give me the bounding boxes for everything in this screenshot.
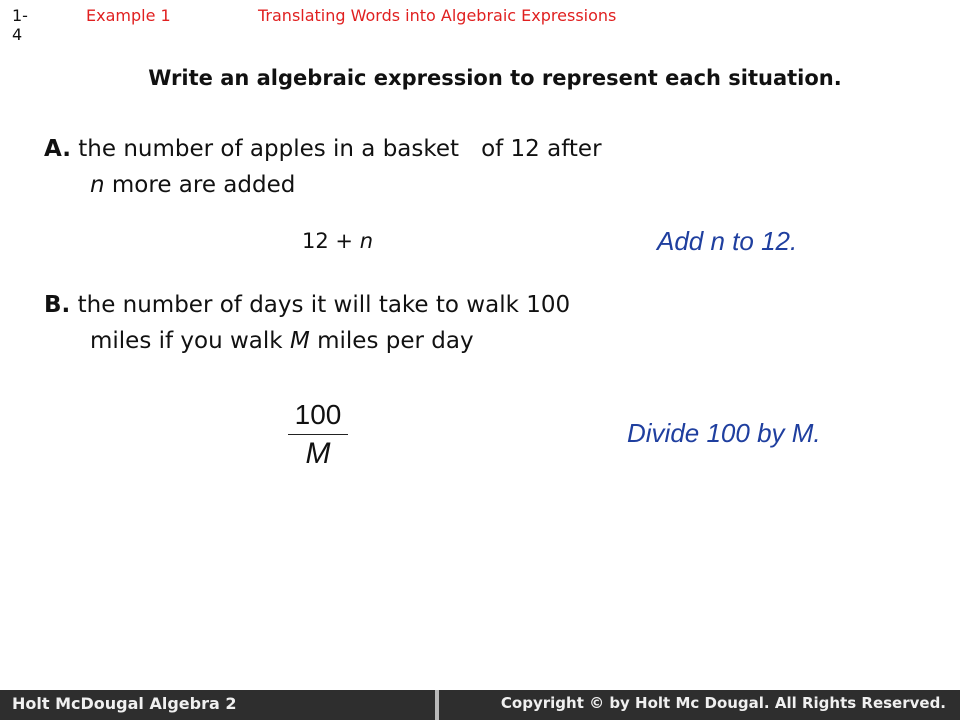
footer-copyright: Copyright © by Holt Mc Dougal. All Rights Reserved.: [500, 694, 946, 712]
problem-b-note: Divide 100 by M.: [627, 418, 821, 448]
problem-b-text-part1: the number of days it will take to walk 100: [77, 292, 571, 318]
problem-b-text-part2: miles if you walk: [90, 328, 283, 354]
footer-divider: [435, 690, 439, 720]
problem-b: [44, 287, 570, 359]
slide-footer: [0, 690, 960, 720]
lesson-title: Translating Words into Algebraic Expressions: [258, 6, 617, 25]
lesson-number: 1-4: [12, 6, 28, 44]
fraction-bar: [288, 434, 348, 435]
fraction-numerator: 100: [294, 399, 342, 430]
problem-a-note: Add n to 12.: [657, 226, 798, 256]
problem-a-line2: [44, 167, 602, 203]
problem-a-label: A.: [44, 136, 71, 162]
footer-publisher: Holt McDougal Algebra 2: [12, 694, 237, 713]
problem-b-variable: M: [289, 328, 310, 354]
expression-a-constant: 12 +: [302, 229, 353, 253]
problem-b-text-part3: miles per day: [317, 328, 474, 354]
fraction-denominator: M: [305, 437, 331, 470]
problem-b-line1: [44, 287, 570, 323]
example-label: Example 1: [86, 6, 171, 25]
problem-a: [44, 131, 602, 203]
problem-a-text-part3: more are added: [111, 172, 296, 198]
problem-a-expression: [302, 229, 373, 253]
problem-a-text-part2: of 12 after: [481, 136, 602, 162]
problem-a-line1: [44, 131, 602, 167]
problem-b-line2: [44, 323, 570, 359]
problem-b-fraction: [288, 398, 348, 470]
instruction-heading: Write an algebraic expression to represent each situation.: [148, 66, 842, 90]
problem-b-label: B.: [44, 292, 71, 318]
expression-a-variable: n: [359, 229, 373, 253]
problem-a-text-part1: the number of apples in a basket: [78, 136, 460, 162]
problem-a-variable: n: [90, 172, 105, 198]
